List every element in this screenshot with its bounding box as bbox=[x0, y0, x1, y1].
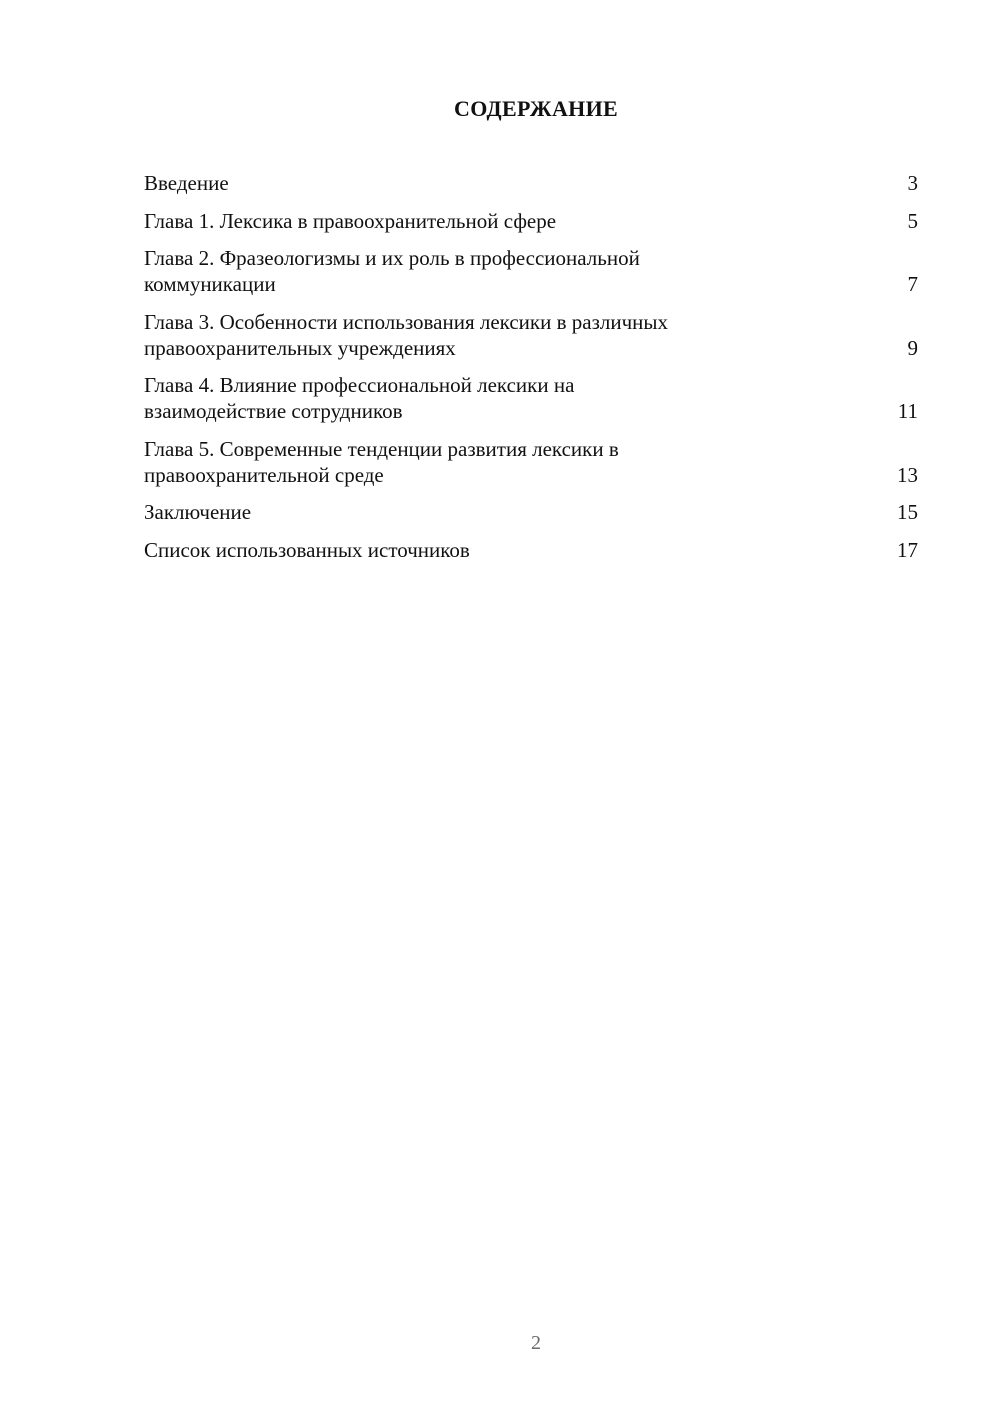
toc-entry-chapter-5 bbox=[144, 436, 918, 488]
toc-entry-text bbox=[144, 372, 784, 424]
toc-entry-text bbox=[144, 245, 784, 297]
toc-entry-page: 3 bbox=[907, 171, 918, 195]
toc-entry-text bbox=[144, 436, 784, 488]
toc-entry-line: Глава 5. Современные тенденции развития лексики в bbox=[144, 436, 619, 461]
toc-entry-text bbox=[144, 170, 784, 196]
table-of-contents bbox=[144, 170, 918, 574]
toc-entry-line: Глава 1. Лексика в правоохранительной сфере bbox=[144, 208, 557, 233]
toc-entry-page: 5 bbox=[907, 208, 918, 233]
toc-entry-text bbox=[144, 499, 784, 525]
toc-entry-page: 11 bbox=[897, 399, 918, 423]
toc-entry-line: коммуникации bbox=[144, 272, 276, 296]
toc-entry-text bbox=[144, 537, 784, 563]
toc-entry-line: правоохранительной среде bbox=[144, 462, 384, 487]
page-number: 2 bbox=[531, 1332, 541, 1354]
page-title: СОДЕРЖАНИЕ bbox=[454, 96, 618, 121]
toc-entry-conclusion bbox=[144, 499, 918, 525]
toc-entry-line: правоохранительных учреждениях bbox=[144, 335, 456, 360]
toc-entry-page: 15 bbox=[897, 500, 918, 524]
toc-entry-line: Введение bbox=[144, 171, 229, 195]
toc-entry-line: Глава 3. Особенности использования лексики в различных bbox=[144, 309, 669, 334]
toc-entry-page: 7 bbox=[907, 272, 918, 296]
toc-entry-line: Список использованных источников bbox=[144, 537, 470, 562]
toc-entry-line: Заключение bbox=[144, 500, 252, 524]
toc-entry-page: 13 bbox=[897, 462, 918, 487]
toc-entry-page: 9 bbox=[907, 335, 918, 360]
toc-entry-line: Глава 4. Влияние профессиональной лексики на bbox=[144, 373, 575, 397]
toc-entry-text bbox=[144, 208, 784, 234]
toc-entry-chapter-3 bbox=[144, 309, 918, 361]
toc-entry-line: Глава 2. Фразеологизмы и их роль в профессиональной bbox=[144, 246, 640, 270]
toc-entry-references bbox=[144, 537, 918, 563]
toc-entry-introduction bbox=[144, 170, 918, 196]
toc-entry-chapter-4 bbox=[144, 372, 918, 424]
toc-entry-page: 17 bbox=[897, 537, 918, 562]
toc-entry-text bbox=[144, 309, 784, 361]
toc-entry-chapter-2 bbox=[144, 245, 918, 297]
toc-entry-line: взаимодействие сотрудников bbox=[144, 399, 403, 423]
toc-entry-chapter-1 bbox=[144, 208, 918, 234]
